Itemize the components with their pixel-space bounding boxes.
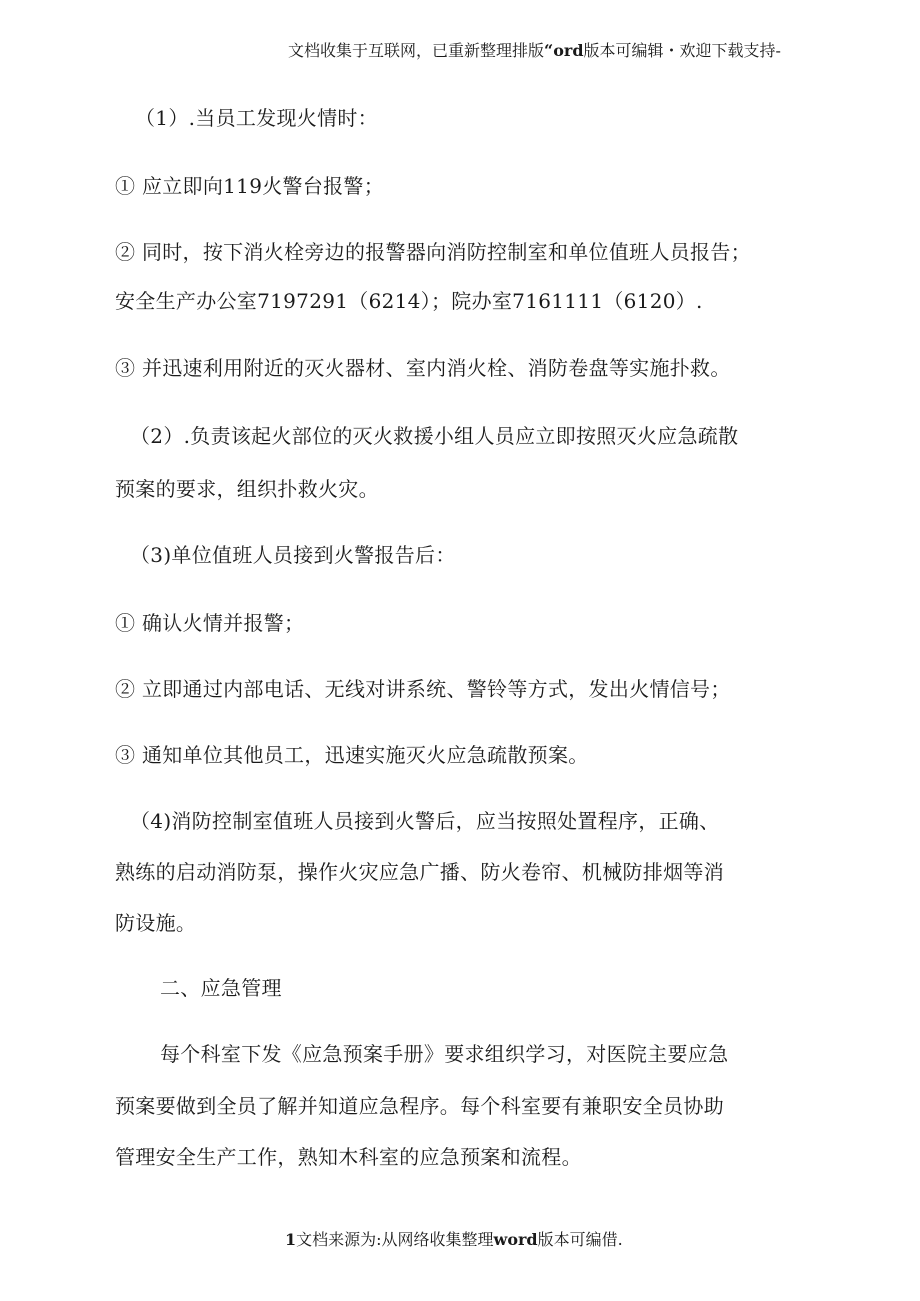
paragraph-line: 预案要做到全员了解并知道应急程序。每个科室要有兼职安全员协助 <box>115 1094 724 1118</box>
header-text: 文档收集于互联网，已重新整理排版 <box>288 41 545 60</box>
page-number: 1 <box>285 1230 297 1249</box>
paragraph-line: ① 应立即向119火警台报警； <box>115 174 385 198</box>
header-text-tail: 版本可编辑・欢迎下载支持- <box>583 41 781 60</box>
paragraph-line: 每个科室下发《应急预案手册》要求组织学习，对医院主要应急 <box>160 1042 729 1066</box>
paragraph-line: （1）.当员工发现火情时： <box>135 106 378 130</box>
section-heading: 二、应急管理 <box>160 976 282 1000</box>
page-footer <box>285 1227 623 1250</box>
footer-text: 文档来源为:从网络收集整理 <box>296 1230 494 1249</box>
paragraph-line: （3)单位值班人员接到火警报告后： <box>130 543 456 567</box>
paragraph-line: （2）.负责该起火部位的灭火救援小组人员应立即按照灭火应急疏散 <box>130 424 739 448</box>
paragraph-line: 熟练的启动消防泵，操作火灾应急广播、防火卷帘、机械防排烟等消 <box>115 860 724 884</box>
header-bold-text: “ord <box>544 41 584 60</box>
paragraph-line: 安全生产办公室7197291（6214）；院办室7161111（6120）. <box>115 289 703 313</box>
paragraph-line: 管理安全生产工作，熟知木科室的应急预案和流程。 <box>115 1145 582 1169</box>
paragraph-line: 预案的要求，组织扑救火灾。 <box>115 477 379 501</box>
paragraph-line: （4)消防控制室值班人员接到火警后，应当按照处置程序，正确、 <box>130 809 720 833</box>
paragraph-line: 防设施。 <box>115 911 197 935</box>
footer-text-tail: 版本可编借. <box>537 1230 623 1249</box>
paragraph-line: ② 立即通过内部电话、无线对讲系统、警铃等方式，发出火情信号； <box>115 677 731 701</box>
page-header <box>288 38 781 61</box>
paragraph-line: ② 同时，按下消火栓旁边的报警器向消防控制室和单位值班人员报告； <box>115 240 751 264</box>
paragraph-line: ① 确认火情并报警； <box>115 611 305 635</box>
footer-bold-text: word <box>493 1230 538 1249</box>
paragraph-line: ③ 通知单位其他员工，迅速实施灭火应急疏散预案。 <box>115 743 589 767</box>
paragraph-line: ③ 并迅速利用附近的灭火器材、室内消火栓、消防卷盘等实施扑救。 <box>115 356 731 380</box>
